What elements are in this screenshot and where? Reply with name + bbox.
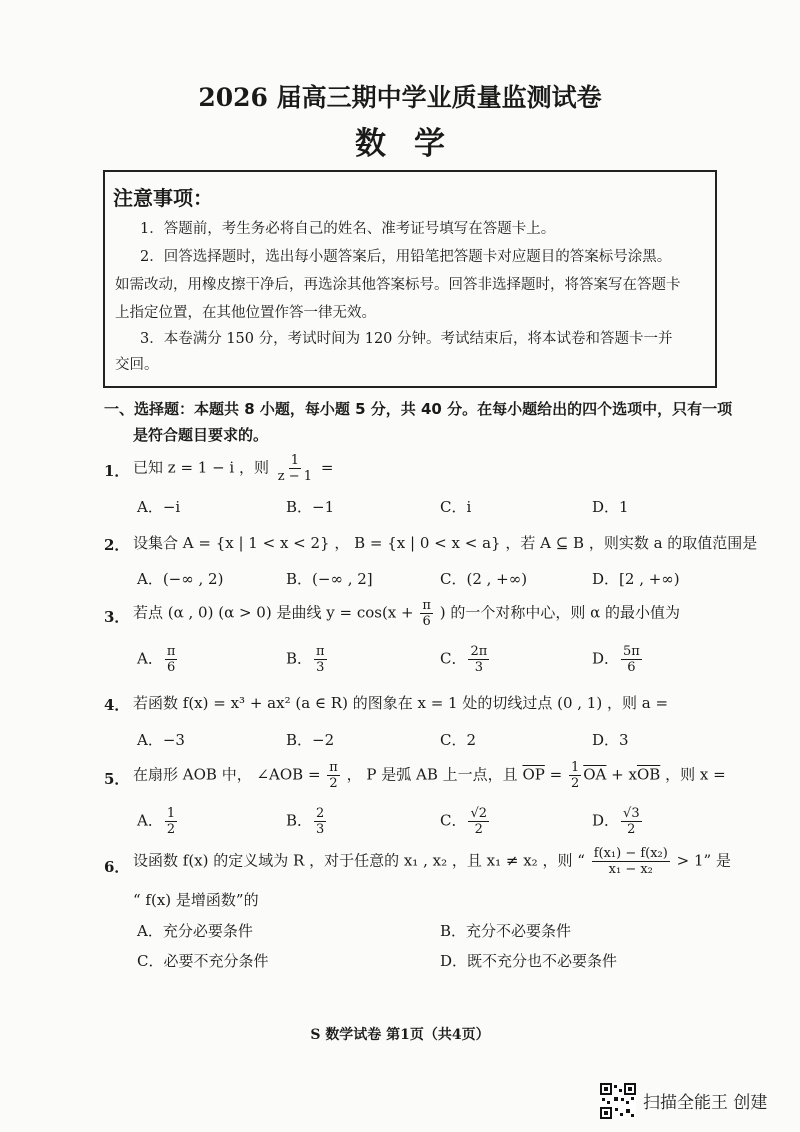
question-number: 2． [104,536,130,554]
fraction [468,806,489,837]
denominator: 2 [570,776,580,791]
option-label: D． [592,649,620,668]
option-label: C． [440,649,467,668]
stem-text: 在扇形 AOB 中， ∠AOB = [133,765,321,784]
option-c: C．i [440,498,472,516]
notice-line-6: 交回。 [115,357,159,373]
numerator: π [329,760,338,775]
denominator: 6 [166,660,176,675]
fraction [420,598,433,629]
numerator: 1 [166,806,176,821]
notice-line-5: 3．本卷满分 150 分，考试时间为 120 分钟。考试结束后，将本试卷和答题卡一并 [140,331,673,347]
question-6-stem-cont: “ f(x) 是增函数”的 [133,891,259,909]
scanner-watermark: 扫描全能王 创建 [643,1093,768,1113]
option-d: D．3 [592,731,629,749]
stem-text: 若点 (α , 0) (α > 0) 是曲线 y = cos(x + [133,603,414,622]
fraction [314,806,326,837]
option-label: D． [592,811,620,830]
fraction [327,760,340,791]
numerator: √2 [470,806,488,821]
option-c: C．2 [440,731,477,749]
fraction [592,846,670,877]
numerator: 1 [570,760,580,775]
option-d [592,644,644,675]
option-b [286,644,329,675]
denominator: 2 [329,776,338,791]
option-label: B． [286,811,313,830]
question-4-stem: 若函数 f(x) = x³ + ax² (a ∈ R) 的图象在 x = 1 处的切线过点 (0 , 1) ，则 a = [133,694,669,712]
question-6-stem [133,846,731,877]
option-a: A．充分必要条件 [137,922,253,940]
option-c: C．必要不充分条件 [137,952,269,970]
question-number: 3． [104,608,130,626]
numerator: √3 [623,806,640,821]
vector-op: $\overline{OP}$ [522,765,545,784]
fraction [621,644,642,675]
denominator: 3 [316,822,325,837]
question-number: 5． [104,770,130,788]
option-a: A．−i [137,498,181,516]
option-a [137,644,179,675]
option-d: D．既不充分也不必要条件 [440,952,618,970]
stem-text: = [549,765,563,784]
option-d [592,806,644,837]
denominator: x₁ − x₂ [608,862,653,877]
stem-text: 已知 z = 1 − i ，则 [133,458,269,477]
option-c: C．(2 , +∞) [440,570,528,588]
exam-subject: 数学 [355,126,473,162]
fraction [621,806,642,837]
option-b: B．(−∞ , 2] [286,570,373,588]
option-d: D．[2 , +∞) [592,570,680,588]
denominator: 6 [422,614,431,629]
denominator: 3 [474,660,484,675]
fraction [569,760,581,791]
notice-title: 注意事项： [113,186,213,210]
option-d: D．1 [592,498,629,516]
vector-ob: $\overline{OB}$ [636,765,661,784]
vector-oa: $\overline{OA}$ [583,765,607,784]
qr-code-icon [600,1083,636,1119]
question-5-stem [133,760,726,791]
numerator: π [316,644,325,659]
fraction [314,644,327,675]
option-c [440,806,491,837]
stem-text: ，则 x = [665,765,726,784]
page-footer: S 数学试卷 第1页（共4页） [310,1027,490,1043]
question-3-stem [133,598,680,629]
numerator: 2π [470,644,488,659]
numerator: f(x₁) − f(x₂) [593,846,668,861]
numerator: 5π [623,644,640,659]
option-c [440,644,491,675]
notice-line-4: 上指定位置，在其他位置作答一律无效。 [115,305,376,321]
option-label: B． [286,649,313,668]
stem-text: + x [611,765,637,784]
stem-text: ) 的一个对称中心，则 α 的最小值为 [439,603,680,622]
stem-text: > 1” 是 [676,851,731,870]
option-b: B．−1 [286,498,335,516]
numerator: π [422,598,431,613]
denominator: 2 [627,822,636,837]
option-a [137,806,179,837]
numerator: π [166,644,176,659]
denominator: z − 1 [277,469,313,484]
stem-text: 设函数 f(x) 的定义域为 R ，对于任意的 x₁ , x₂ ，且 x₁ ≠ x₂ ，则 “ [133,851,585,870]
notice-line-2: 2．回答选择题时，选出每小题答案后，用铅笔把答题卡对应题目的答案标号涂黑。 [140,249,672,265]
notice-line-1: 1．答题前，考生务必将自己的姓名、准考证号填写在答题卡上。 [140,221,556,237]
fraction [468,644,489,675]
question-number: 1． [104,462,130,480]
option-label: A． [137,811,163,830]
section-heading-cont: 是符合题目要求的。 [133,426,269,444]
numerator: 1 [290,453,300,468]
denominator: 2 [474,822,483,837]
option-b [286,806,328,837]
option-label: C． [440,811,467,830]
denominator: 2 [166,822,176,837]
question-1-stem [133,453,333,484]
question-2-stem: 设集合 A = {x | 1 < x < 2} ， B = {x | 0 < x < a} ，若 A ⊆ B ，则实数 a 的取值范围是 [133,534,758,552]
stem-text: = [320,458,334,477]
option-b: B．−2 [286,731,335,749]
numerator: 2 [316,806,325,821]
fraction [276,453,314,484]
option-label: A． [137,649,163,668]
denominator: 6 [627,660,636,675]
denominator: 3 [316,660,325,675]
option-b: B．充分不必要条件 [440,922,572,940]
option-a: A．−3 [137,731,185,749]
option-a: A．(−∞ , 2) [137,570,224,588]
stem-text: ， P 是弧 AB 上一点，且 [346,765,518,784]
question-number: 6． [104,858,130,876]
fraction [165,644,178,675]
fraction [165,806,177,837]
exam-title: 2026 届高三期中学业质量监测试卷 [198,83,602,112]
question-number: 4． [104,696,130,714]
notice-line-3: 如需改动，用橡皮擦干净后，再选涂其他答案标号。回答非选择题时，将答案写在答题卡 [115,277,681,293]
section-heading: 一、选择题：本题共 8 小题，每小题 5 分，共 40 分。在每小题给出的四个选项中，只有一项 [104,400,733,418]
